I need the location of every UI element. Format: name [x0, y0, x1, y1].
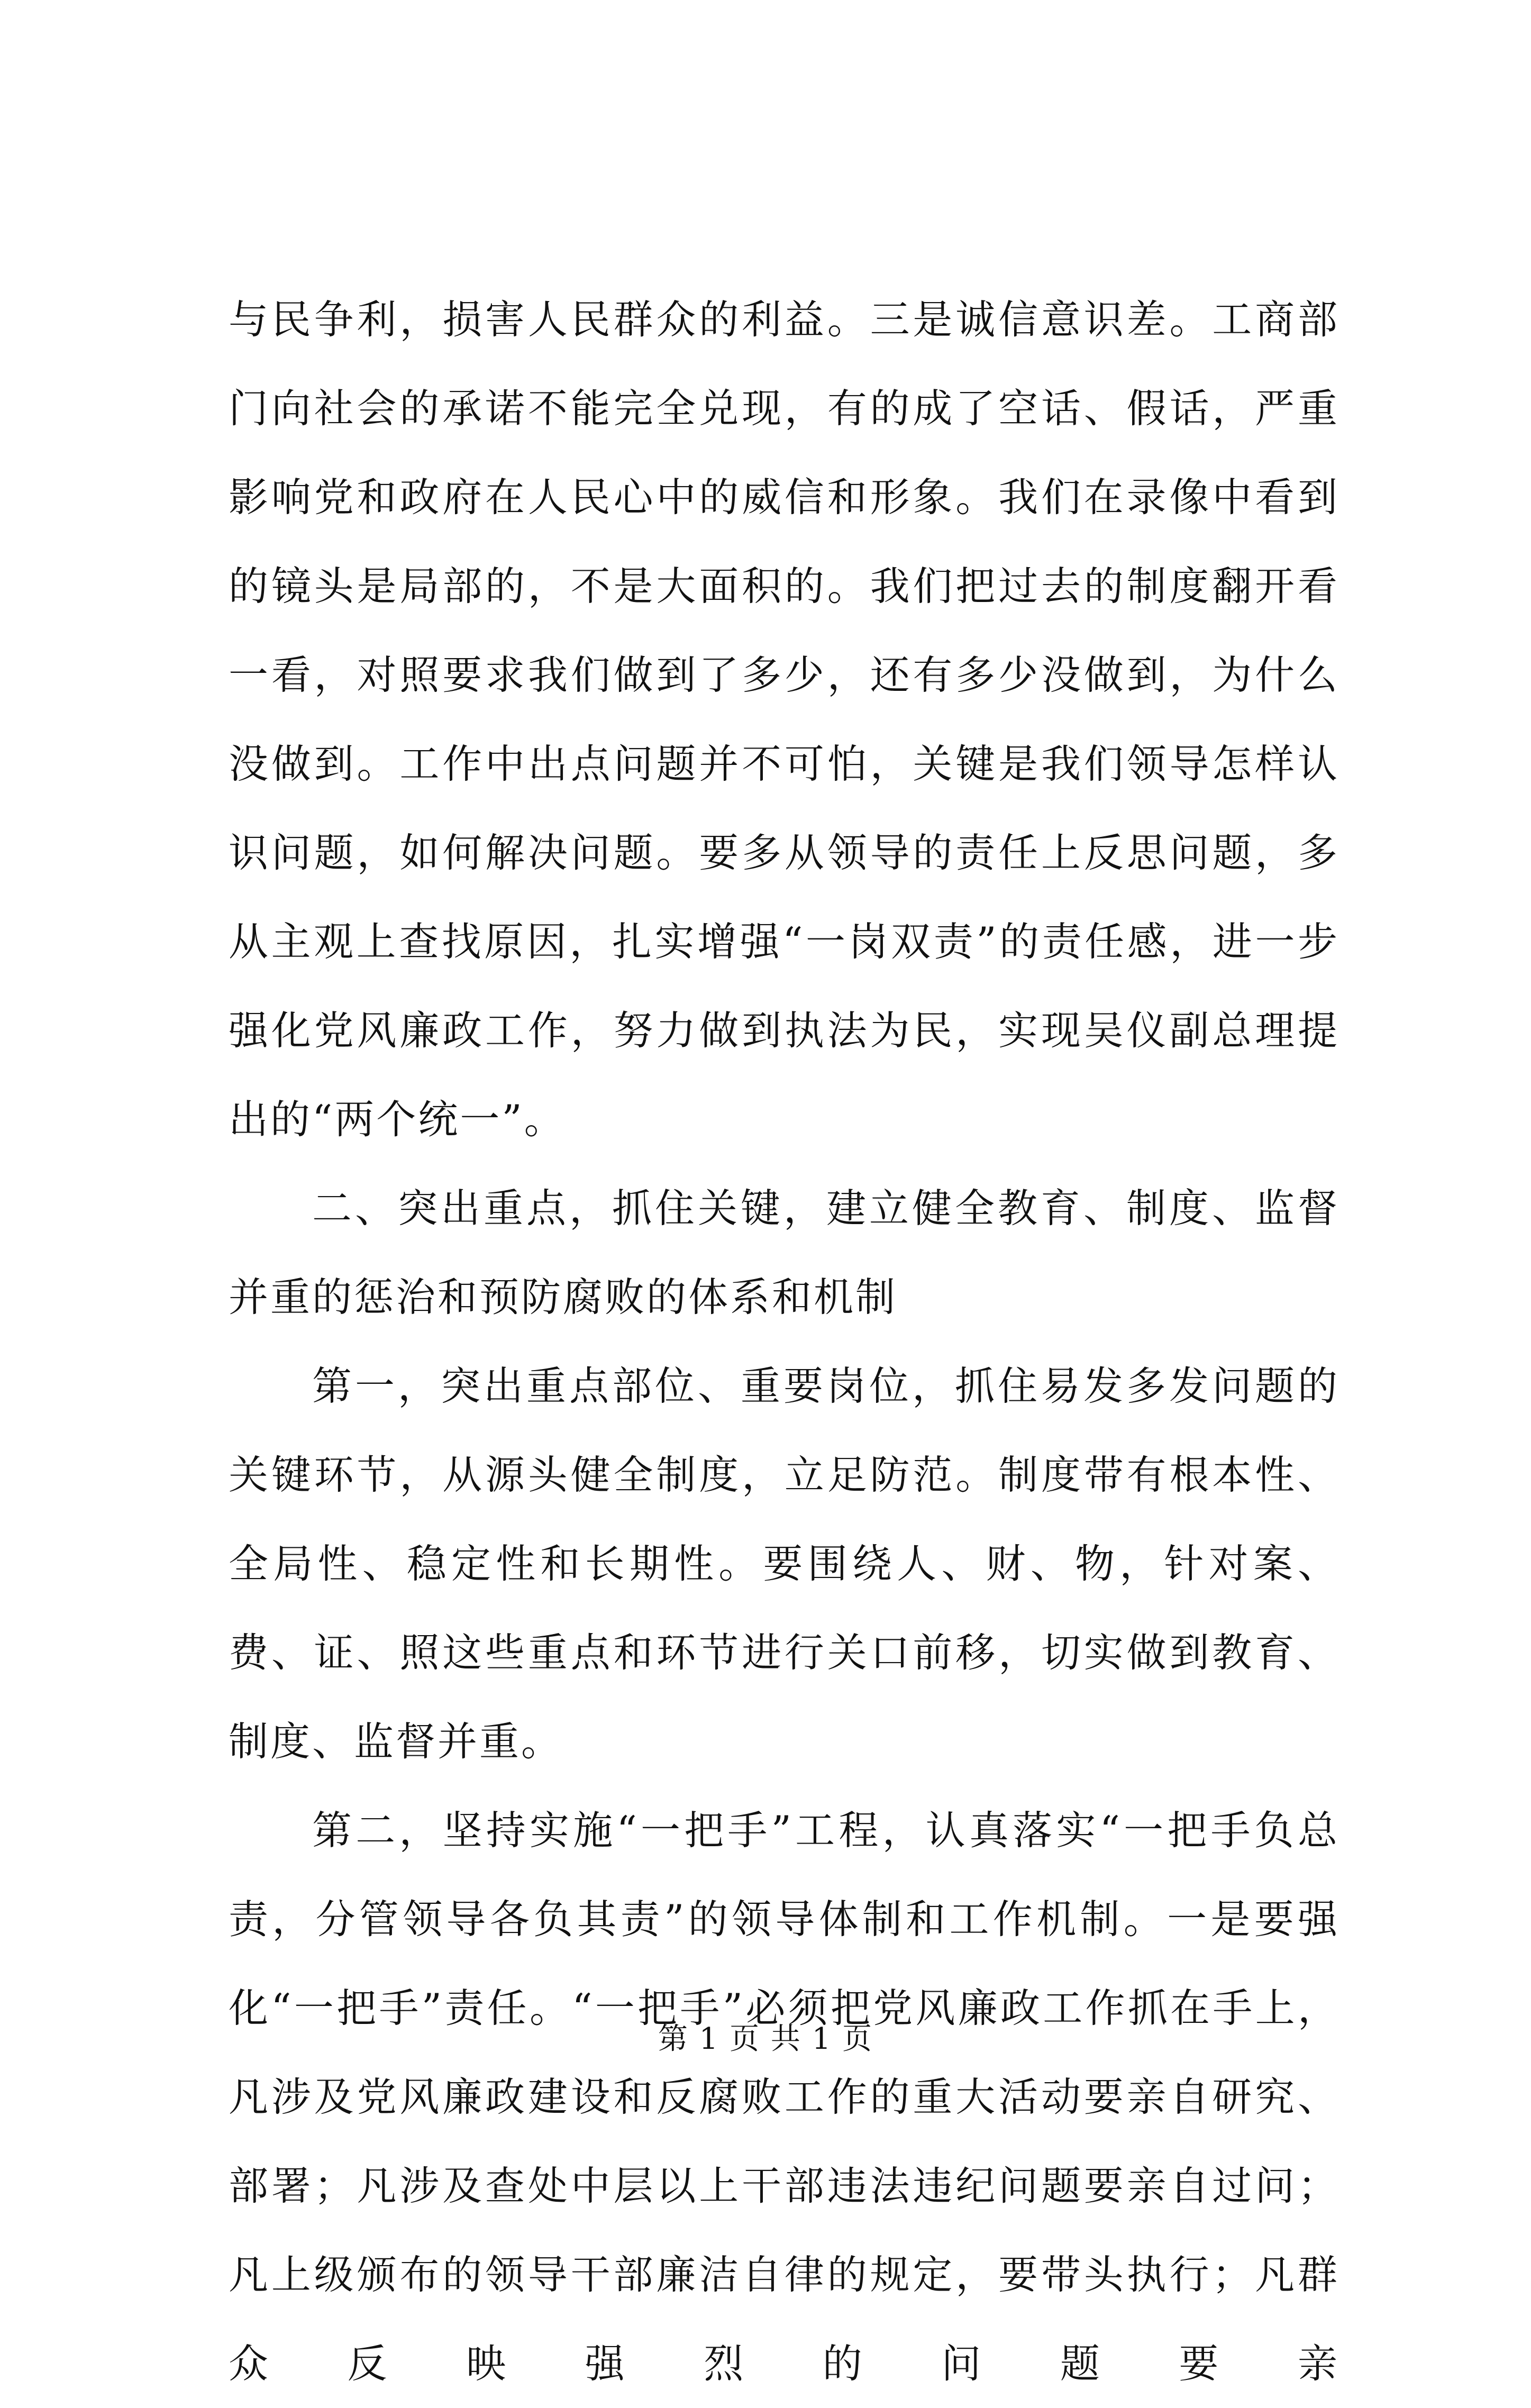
- page-footer: 第 1 页 共 1 页: [658, 2022, 873, 2056]
- paragraph-continuation: 与民争利，损害人民群众的利益。三是诚信意识差。工商部门向社会的承诺不能完全兑现，有的成了空话、假话，严重影响党和政府在人民心中的威信和形象。我们在录像中看到的镜头是局部的，不是大面积的。我们把过去的制度翻开看一看，对照要求我们做到了多少，还有多少没做到，为什么没做到。工作中出点问题并不可怕，关键是我们领导怎样认识问题，如何解决问题。要多从领导的责任上反思问题，多从主观上查找原因，扎实增强“一岗双责”的责任感，进一步强化党风廉政工作，努力做到执法为民，实现吴仪副总理提出的“两个统一”。: [229, 296, 1339, 1143]
- paragraph-second-point: 第二，坚持实施“一把手”工程，认真落实“一把手负总责，分管领导各负其责”的领导体制和工作机制。一是要强化“一把手”责任。“一把手”必须把党风廉政工作抓在手上，凡涉及党风廉政建设和反腐败工作的重大活动要亲自研究、部署；凡涉及查处中层以上干部违法违纪问题要亲自过问；凡上级颁布的领导干部廉洁自律的规定，要带头执行；凡群众反映强烈的问题要亲: [229, 1807, 1339, 2387]
- document-body: [229, 275, 1339, 2408]
- paragraph-first-point: 第一，突出重点部位、重要岗位，抓住易发多发问题的关键环节，从源头健全制度，立足防范。制度带有根本性、全局性、稳定性和长期性。要围绕人、财、物，针对案、费、证、照这些重点和环节进行关口前移，切实做到教育、制度、监督并重。: [229, 1363, 1339, 1765]
- section-heading: 二、突出重点，抓住关键，建立健全教育、制度、监督并重的惩治和预防腐败的体系和机制: [229, 1185, 1339, 1320]
